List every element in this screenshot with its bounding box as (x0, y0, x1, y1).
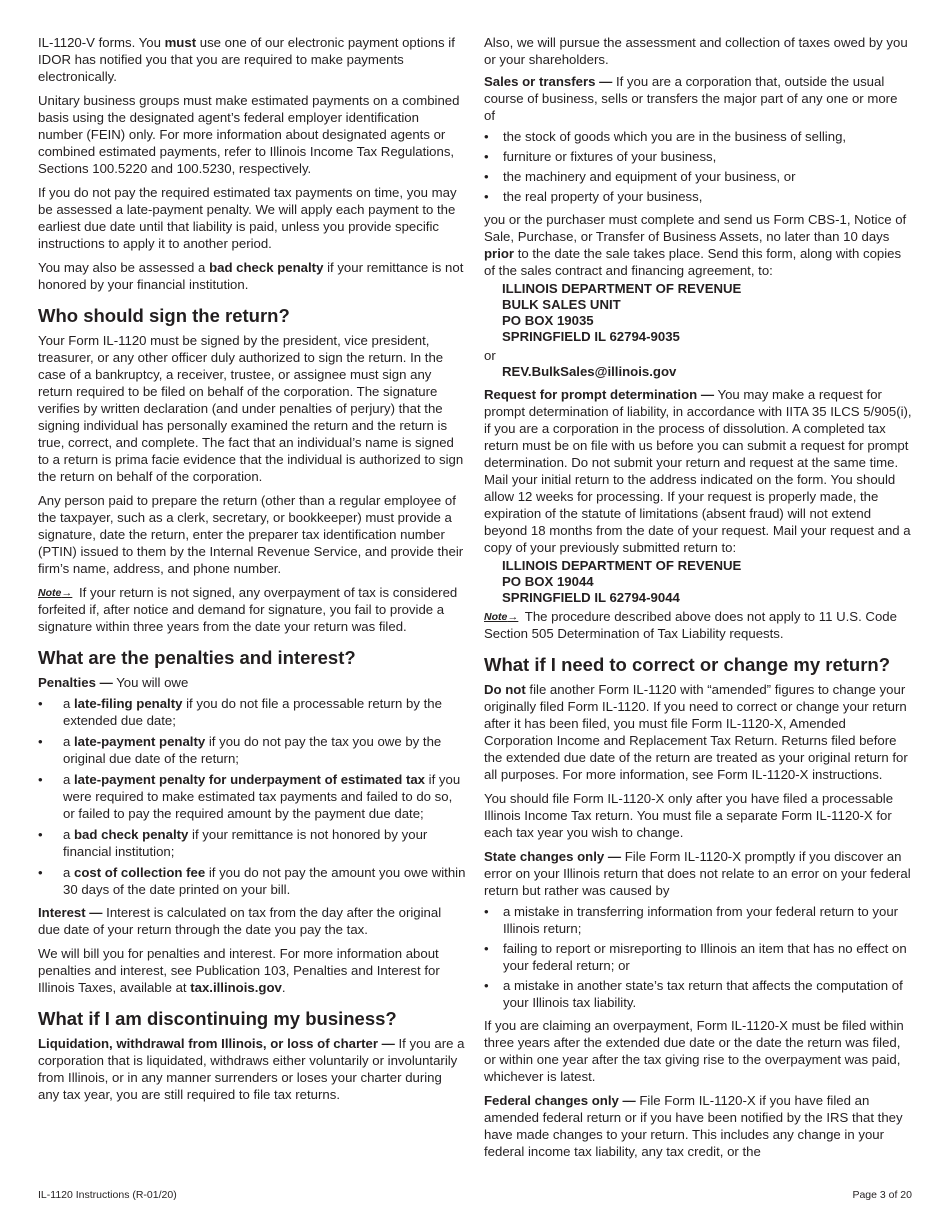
paragraph-late-payment: If you do not pay the required estimated tax payments on time, you may be assessed a late-payment penalty. We will apply each payment to the earliest due date until that liability is paid, unless you provide specific instructions to apply it to another period. (38, 185, 457, 251)
heading-who-should-sign: Who should sign the return? (38, 305, 290, 326)
paragraph-note-signature: Note→ If your return is not signed, any overpayment of tax is considered forfeited if, after notice and demand for signature, you fail to provide a signature within three years from the date your return was filed. (38, 585, 458, 634)
email-address[interactable]: REV.BulkSales@illinois.gov (502, 364, 677, 379)
paragraph-unitary: Unitary business groups must make estimated payments on a combined basis using the designated agent’s federal employer identification number (FEIN) only. For more information about designated agents or combined estimated payments, refer to Illinois Income Tax Regulations, Sections 100.5220 and 100.5230, respectively. (38, 93, 460, 176)
heading-correct-return: What if I need to correct or change my return? (484, 654, 891, 675)
list-item: • furniture or fixtures of your business, (484, 148, 912, 165)
paragraph-liquidation: Liquidation, withdrawal from Illinois, or loss of charter — If you are a corporation that is liquidated, withdraws either voluntarily or involuntarily from Illinois, or in any manner surrenders or loses your charter during any tax year, you are still required to file tax returns. (38, 1036, 465, 1102)
paragraph-bill: We will bill you for penalties and interest. For more information about penalties and interest, see Publication 103, Penalties and Interest for Illinois Taxes, available at tax.illinois.gov. (38, 946, 440, 995)
paragraph-do-not: Do not file another Form IL-1120 with “amended” figures to change your originally filed Form IL-1120. If you need to correct or change your return after it has been filed, you must file Form IL-1120-X, Amended Corporation Income and Replacement Tax Return. Returns filed before the extended due date of the return are treated as your original return for all purposes. For more information, see Form IL-1120-X instructions. (484, 682, 908, 782)
footer-form-id: IL-1120 Instructions (R-01/20) (38, 1189, 177, 1201)
paragraph-cbs1: you or the purchaser must complete and send us Form CBS-1, Notice of Sale, Purchase, or Transfer of Business Assets, no later than 10 days prior to the date the sale takes place. Send this form, along with copies of the sales contract and financing agreement, to: (484, 212, 907, 278)
sales-list (484, 128, 912, 205)
paragraph-interest: Interest — Interest is calculated on tax from the day after the original due date of your return through the date you pay the tax. (38, 905, 442, 937)
paragraph-penalties-intro: Penalties — You will owe (38, 675, 189, 690)
paragraph-sign-2: Any person paid to prepare the return (other than a regular employee of the taxpayer, such as a clerk, secretary, or bookkeeper) must provide a signature, date the return, enter the preparer tax identification number (PTIN) issued to them by the Internal Revenue Service, and provide their firm’s name, address, and phone number. (38, 493, 464, 576)
paragraph-sign-1: Your Form IL-1120 must be signed by the president, vice president, treasurer, or any other officer duly authorized to sign the return. In the case of a bankruptcy, a receiver, trustee, or assignee must sign any return required to be filed on behalf of the corporation. The signature verifies by written declaration (and under penalties of perjury) that the signing individual has personally examined the return and the return is true, correct, and complete. The fact that an individual’s name is signed to a return is prima facie evidence that the individual is authorized to sign the return on behalf of the corporation. (38, 333, 464, 484)
paragraph-overpayment: If you are claiming an overpayment, Form IL-1120-X must be filed within three years after the extended due date or the date the return was filed, or within one year after the tax giving rise to the overpayment was paid, whichever is latest. (484, 1018, 904, 1084)
list-item: • a late-payment penalty if you do not pay the tax you owe by the original due date of the return; (38, 733, 466, 767)
right-column (484, 34, 912, 1167)
list-item: • a mistake in transferring information from your federal return to your Illinois return; (484, 903, 912, 937)
address-line: ILLINOIS DEPARTMENT OF REVENUE (502, 558, 742, 573)
footer-page-number: Page 3 of 20 (852, 1189, 912, 1201)
address-bulk-sales (502, 281, 912, 345)
address-line: ILLINOIS DEPARTMENT OF REVENUE (502, 281, 742, 296)
address-prompt-determination (502, 558, 912, 606)
paragraph-should-file: You should file Form IL-1120-X only after you have filed a processable Illinois Income Tax return. You must file a separate Form IL-1120-X for each tax year you wish to change. (484, 791, 894, 840)
paragraph-also: Also, we will pursue the assessment and collection of taxes owed by you or your shareholders. (484, 35, 908, 67)
paragraph-prompt-determination: Request for prompt determination — You may make a request for prompt determination of liability, in accordance with IITA 35 ILCS 5/905(i), if you are a corporation in the process of dissolution. A completed tax return must be on file with us before you can submit a request for prompt determination. Do not submit your return and request at the same time. Mail your initial return to the address indicated on the form. You should allow 12 weeks for processing. If your request is properly made, the expiration of the statute of limitations (absent fraud) will not extend beyond 18 months from the date of your request. Mail your request and a copy of your previously submitted return to: (484, 387, 912, 555)
website-link[interactable]: tax.illinois.gov (190, 980, 282, 995)
paragraph-bad-check: You may also be assessed a bad check penalty if your remittance is not honored by your financial institution. (38, 260, 464, 292)
paragraph-federal-changes: Federal changes only — File Form IL-1120-X if you have filed an amended federal return or if you have been notified by the IRS that they have made changes to your return. This includes any change in your federal income tax liability, any tax credit, or the (484, 1093, 903, 1159)
note-icon: Note→ (38, 587, 73, 599)
paragraph-sales: Sales or transfers — If you are a corporation that, outside the usual course of business, sells or transfers the major part of any one or more of (484, 74, 898, 123)
list-item: • a late-filing penalty if you do not file a processable return by the extended due date; (38, 695, 466, 729)
text-or: or (484, 348, 496, 363)
left-column (38, 34, 466, 1110)
paragraph-note-procedure: Note→ The procedure described above does not apply to 11 U.S. Code Section 505 Determination of Tax Liability requests. (484, 609, 897, 641)
address-line: PO BOX 19044 (502, 574, 594, 589)
address-line: SPRINGFIELD IL 62794-9035 (502, 329, 680, 344)
paragraph-electronic-payment: IL-1120-V forms. You must use one of our electronic payment options if IDOR has notified you that you are required to make payments electronically. (38, 35, 455, 84)
heading-penalties: What are the penalties and interest? (38, 647, 356, 668)
address-line: PO BOX 19035 (502, 313, 594, 328)
state-changes-list (484, 903, 912, 1011)
list-item: • a mistake in another state’s tax return that affects the computation of your Illinois tax liability. (484, 977, 912, 1011)
address-line: SPRINGFIELD IL 62794-9044 (502, 590, 680, 605)
penalties-list (38, 695, 466, 898)
list-item: • failing to report or misreporting to Illinois an item that has no effect on your federal return; or (484, 940, 912, 974)
list-item: • the real property of your business, (484, 188, 912, 205)
heading-discontinuing: What if I am discontinuing my business? (38, 1008, 397, 1029)
list-item: • the machinery and equipment of your business, or (484, 168, 912, 185)
list-item: • the stock of goods which you are in the business of selling, (484, 128, 912, 145)
note-icon: Note→ (484, 611, 519, 623)
paragraph-state-changes: State changes only — File Form IL-1120-X promptly if you discover an error on your Illinois return that does not relate to an error on your federal return but rather was caused by (484, 849, 911, 898)
address-line: BULK SALES UNIT (502, 297, 621, 312)
list-item: • a bad check penalty if your remittance is not honored by your financial institution; (38, 826, 466, 860)
list-item: • a cost of collection fee if you do not pay the amount you owe within 30 days of the date printed on your bill. (38, 864, 466, 898)
list-item: • a late-payment penalty for underpayment of estimated tax if you were required to make estimated tax payments and failed to do so, or failed to pay the required amount by the payment due date; (38, 771, 466, 822)
